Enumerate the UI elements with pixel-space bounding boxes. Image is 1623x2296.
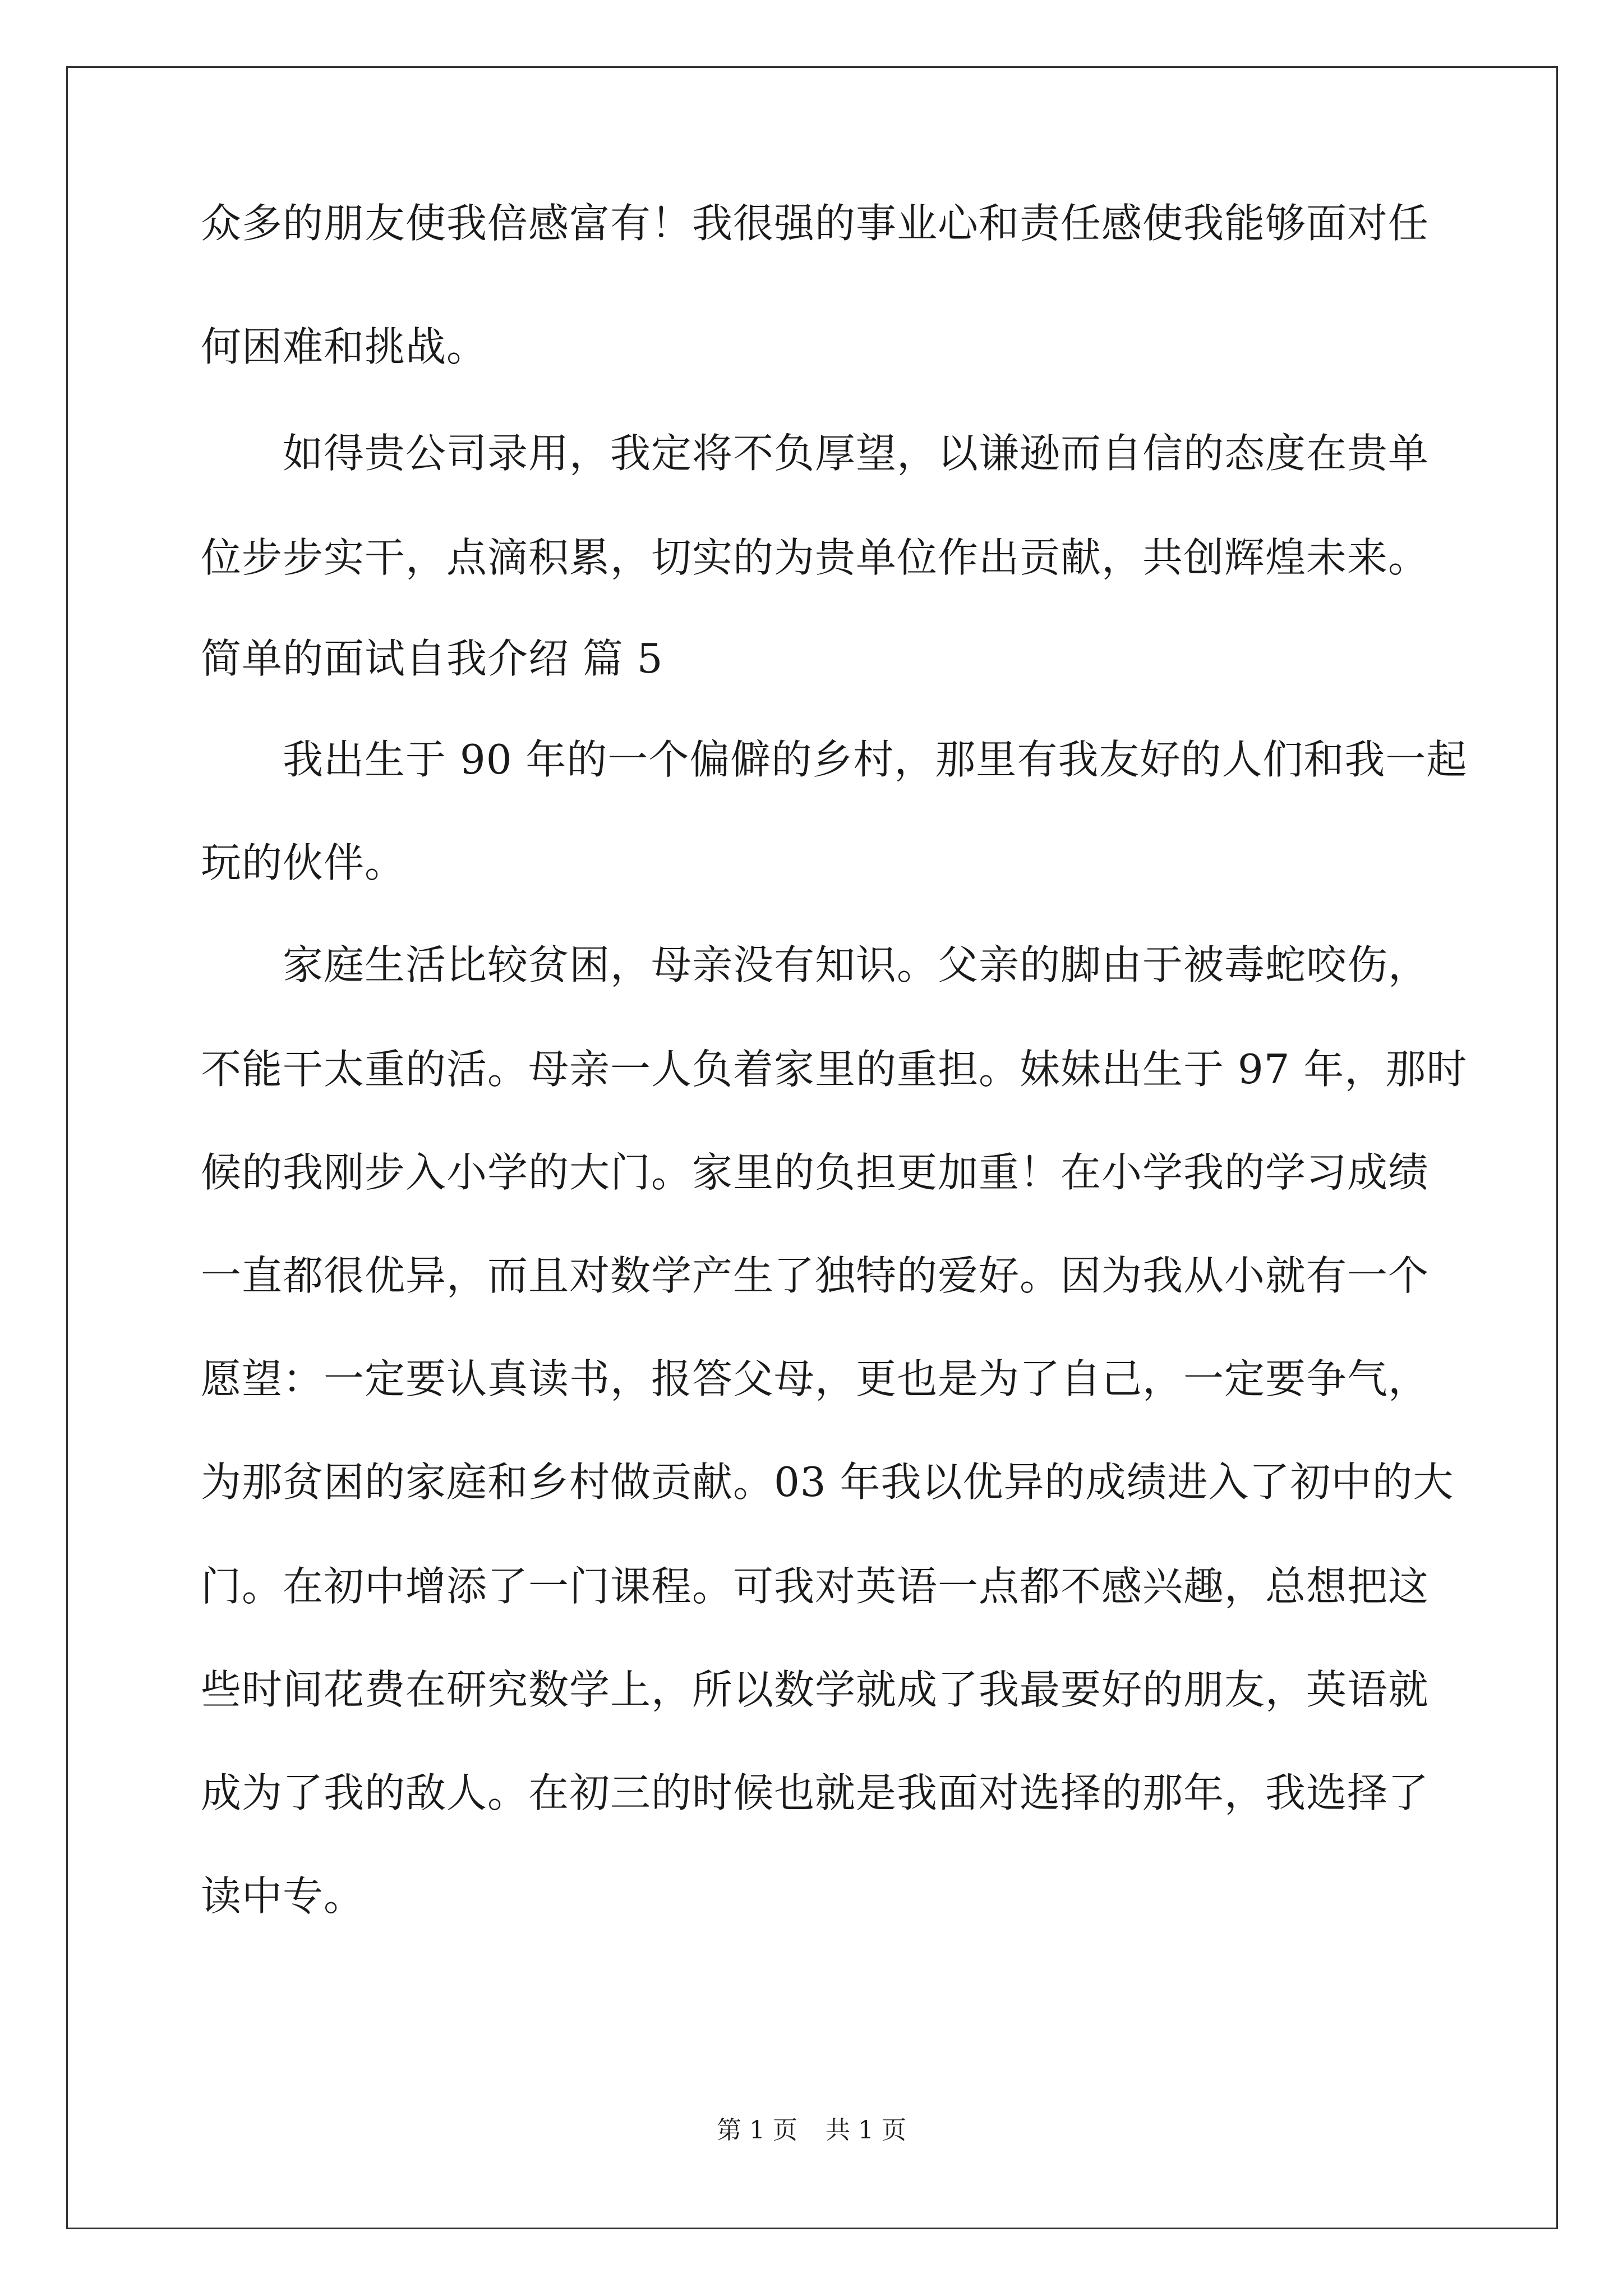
text-line: 成为了我的敌人。在初三的时候也就是我面对选择的那年，我选择了 [201, 1769, 1430, 1816]
text-line: 众多的朋友使我倍感富有！我很强的事业心和责任感使我能够面对任 [201, 200, 1430, 247]
text-line: 一直都很优异，而且对数学产生了独特的爱好。因为我从小就有一个 [201, 1252, 1430, 1299]
text-line: 些时间花费在研究数学上，所以数学就成了我最要好的朋友，英语就 [201, 1666, 1430, 1713]
text-line: 愿望：一定要认真读书，报答父母，更也是为了自己，一定要争气， [201, 1355, 1430, 1402]
text-line: 如得贵公司录用，我定将不负厚望，以谦逊而自信的态度在贵单 [283, 430, 1430, 477]
page-number-current: 第 1 页 [717, 2116, 797, 2145]
text-line: 玩的伙伴。 [201, 839, 406, 886]
text-line: 家庭生活比较贫困，母亲没有知识。父亲的脚由于被毒蛇咬伤， [283, 941, 1430, 988]
text-line: 何困难和挑战。 [201, 323, 488, 370]
text-line: 我出生于 90 年的一个偏僻的乡村，那里有我友好的人们和我一起 [283, 736, 1468, 783]
text-line: 读中专。 [201, 1872, 365, 1920]
text-line: 门。在初中增添了一门课程。可我对英语一点都不感兴趣，总想把这 [201, 1563, 1430, 1610]
text-line: 候的我刚步入小学的大门。家里的负担更加重！在小学我的学习成绩 [201, 1149, 1430, 1196]
page-footer [0, 2114, 1623, 2147]
text-line: 为那贫困的家庭和乡村做贡献。03 年我以优异的成绩进入了初中的大 [201, 1458, 1454, 1506]
text-line: 不能干太重的活。母亲一人负着家里的重担。妹妹出生于 97 年，那时 [201, 1046, 1468, 1093]
page-number-total: 共 1 页 [826, 2116, 906, 2145]
section-heading: 简单的面试自我介绍 篇 5 [201, 635, 663, 682]
text-line: 位步步实干，点滴积累，切实的为贵单位作出贡献，共创辉煌未来。 [201, 534, 1430, 581]
